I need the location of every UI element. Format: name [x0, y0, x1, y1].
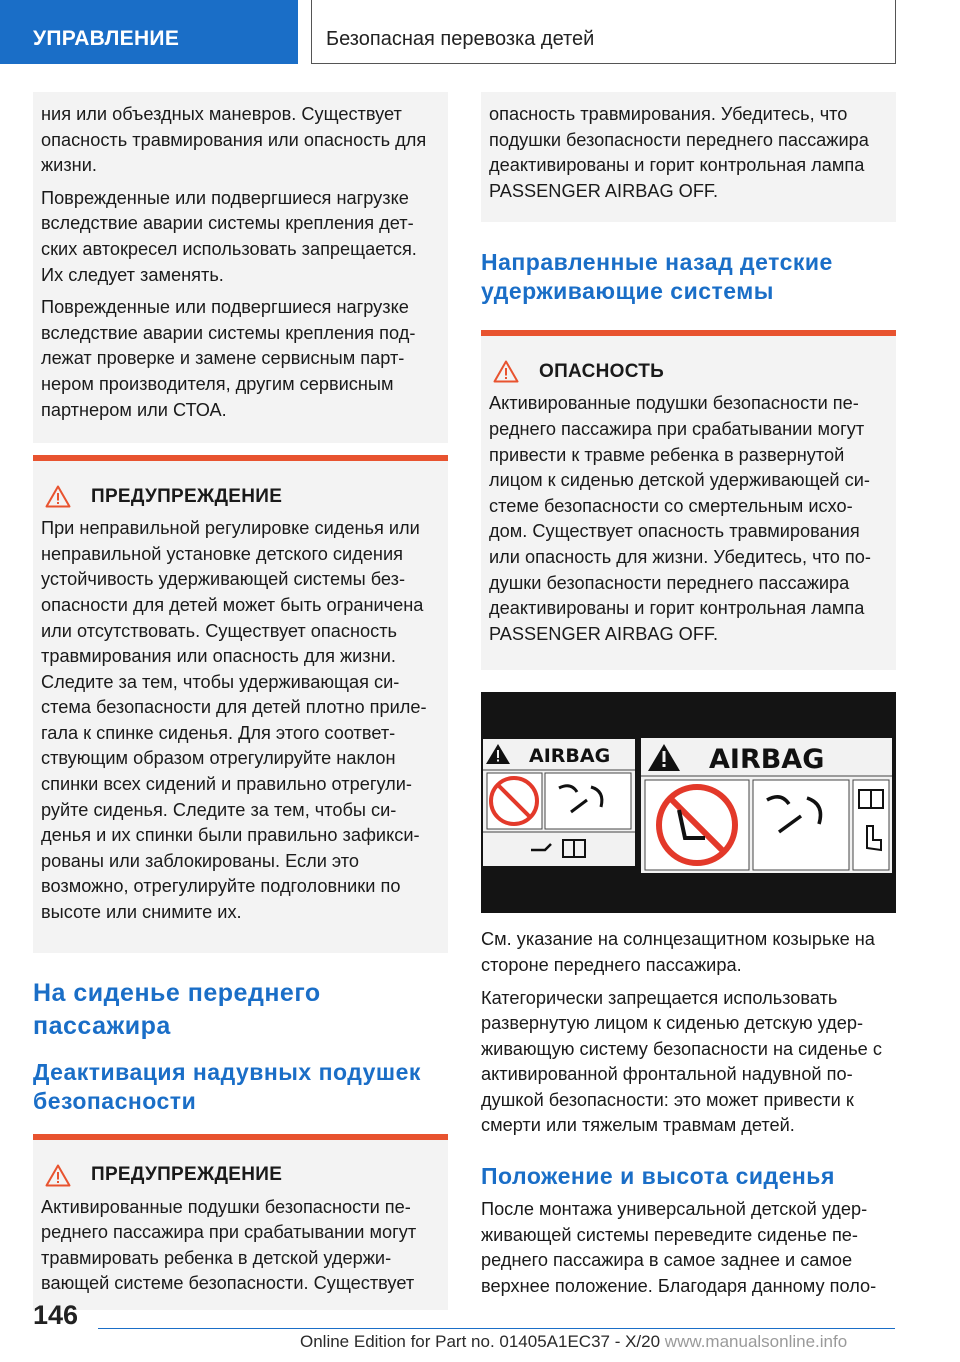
right-column: [481, 92, 896, 1306]
danger-text: Активированные подушки безопасности пе-реднего пассажира при срабатывании могут привести к травме ребенка в развернутой лицом к сиденью детской удерживающей си-стеме безопасности со смертельным исхо-дом. Существует опасность травмирования или опасность для жизни. Убедитесь, что по-душки безопасности переднего пассажира деактивированы и горит контрольная лампа PASSENGER AIRBAG OFF.: [489, 393, 871, 644]
continued-paragraph: опасность травмирования. Убедитесь, что подушки безопасности переднего пассажира деактивированы и горит контрольная лампа PASSENGER AIRBAG OFF.: [489, 104, 869, 201]
heading-rear-facing-systems: Направленные назад детские удерживающие системы: [481, 249, 833, 305]
airbag-labels-photo: [481, 692, 896, 913]
page-number: 146: [33, 1300, 79, 1330]
prohibition-paragraph: Категорически запрещается использовать развернутую лицом к сиденью детскую удер-живающую систему безопасности на сиденье с активированной фронтальной надувной по-душкой безопасности: это может привести к смерти или тяжелым травмам детей.: [481, 987, 882, 1136]
warning-title: ПРЕДУПРЕЖДЕНИЕ: [91, 485, 283, 507]
warning-box-seat-adjustment: [33, 455, 448, 953]
chapter-header: [311, 0, 896, 64]
chapter-title: Безопасная перевозка детей: [326, 28, 595, 50]
footer-edition: [300, 1332, 847, 1352]
warning-triangle-icon: [45, 1164, 71, 1187]
warning-triangle-icon: [493, 360, 519, 383]
danger-box: [481, 330, 896, 670]
watermark-text: www.manualsonline.info: [664, 1332, 848, 1351]
warning-header: [41, 485, 440, 508]
left-column: [33, 92, 448, 1310]
intro-info-box: [33, 92, 448, 443]
heading-passenger-seat: На сиденье переднего пассажира: [33, 978, 321, 1040]
section-title: УПРАВЛЕНИЕ: [33, 27, 180, 50]
seat-position-paragraph: После монтажа универсальной детской удер-живающей системы переведите сиденье пе-реднего пассажира в самое заднее и самое верхнее положение. Благодаря данному поло-: [481, 1199, 877, 1296]
heading-seat-position: Положение и высота сиденья: [481, 1163, 835, 1190]
edition-text: Online Edition for Part no. 01405A1EC37 - X/20: [300, 1332, 661, 1351]
intro-paragraph: ния или объездных маневров. Существует опасность травмирования или опасность для жизни.: [41, 104, 427, 176]
large-label-text: AIRBAG: [709, 744, 825, 776]
intro-paragraph: Поврежденные или подвергшиеся нагрузке вследствие аварии системы крепления дет-ских автокресел использовать запрещается. Их следует заменять.: [41, 187, 417, 285]
section-tab: [0, 0, 298, 64]
danger-title: ОПАСНОСТЬ: [539, 360, 665, 382]
footer-divider: [98, 1328, 895, 1329]
warning-text: Активированные подушки безопасности пе-реднего пассажира при срабатывании могут травмировать ребенка в детской удержи-вающей системе безопасности. Существует: [41, 1196, 417, 1294]
warning-header: [41, 1164, 440, 1187]
warning-triangle-icon: [45, 485, 71, 508]
heading-airbag-deactivation: Деактивация надувных подушек безопасности: [33, 1058, 421, 1114]
warning-text: При неправильной регулировке сиденья или неправильной установке детского сидения устойчивость удерживающей системы без-опасности для детей может быть ограничена или отсутствовать. Существует опасность травмирования или опасность для жизни. Следите за тем, чтобы удерживающая си-стема безопасности для детей плотно приле-гала к спинке сиденья. Для этого соответ-ствующим образом отрегулируйте наклон спинки всех сидений и правильно отрегули-руйте сиденья. Следите за тем, чтобы си-денья и их спинки были правильно зафикси-рованы или заблокированы. Если это возможно, отрегулируйте подголовники по высоте или снимите их.: [41, 518, 427, 923]
danger-header: [489, 360, 888, 383]
small-label-text: AIRBAG: [529, 745, 611, 768]
intro-paragraph: Поврежденные или подвергшиеся нагрузке вследствие аварии системы крепления под-лежат проверке и замене сервисным парт-нером производителя, другим сервисным партнером или СТОА.: [41, 297, 416, 420]
warning-box-airbag: [33, 1134, 448, 1310]
continued-info-box: [481, 92, 896, 222]
warning-title: ПРЕДУПРЕЖДЕНИЕ: [91, 1164, 283, 1186]
airbag-warning-labels-illustration: [481, 692, 896, 913]
visor-note: См. указание на солнцезащитном козырьке на стороне переднего пассажира.: [481, 929, 875, 975]
